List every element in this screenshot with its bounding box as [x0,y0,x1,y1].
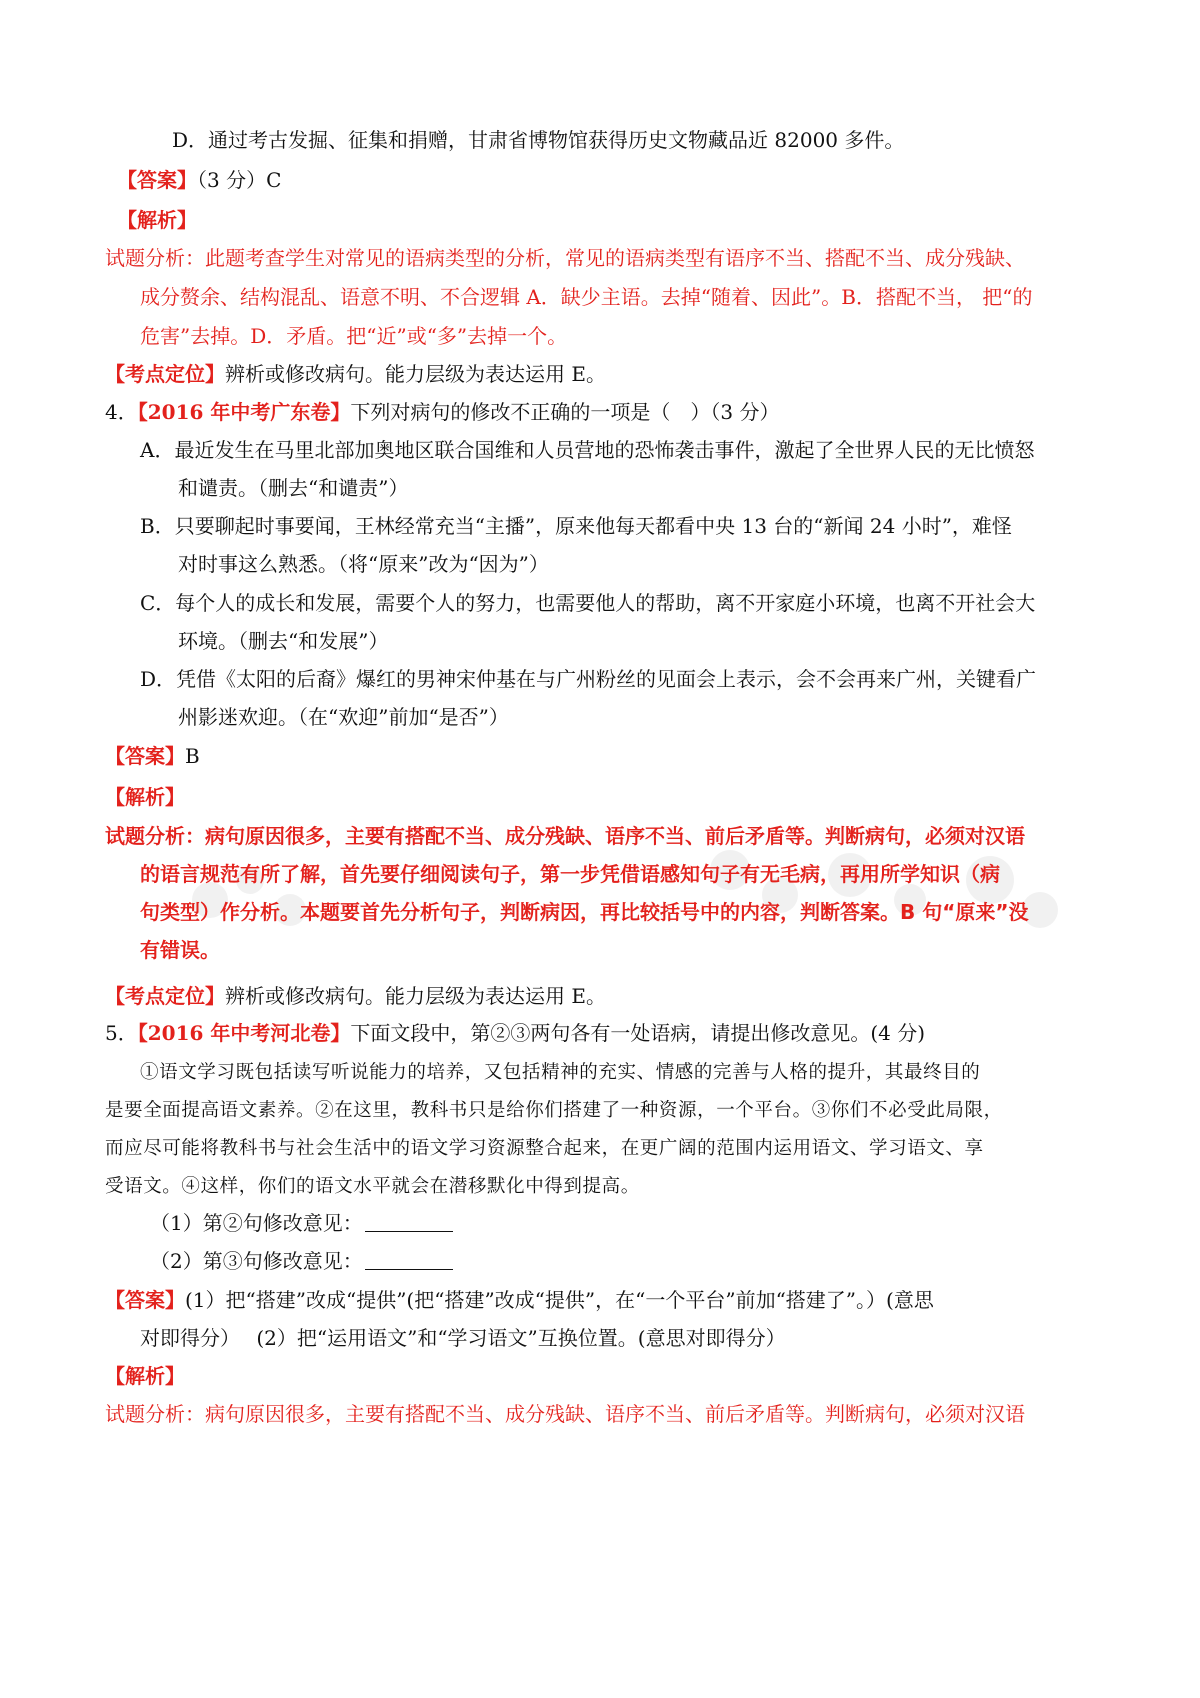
q4-answer [105,743,200,769]
q4-option-a-1 [140,437,1034,463]
q4-analysis-4-text-0: 有错误。 [140,938,220,962]
q5-sub-2 [150,1248,453,1274]
q5-answer-2 [140,1325,786,1351]
q4-option-d-1 [140,666,1036,692]
q4-analysis-label [105,784,185,810]
q4-option-c-1-text-0: C．每个人的成长和发展，需要个人的努力，也需要他人的帮助，离不开家庭小环境，也离不开社会大 [140,591,1036,615]
q5-answer-1-text-1: (1）把“搭建”改成“提供”(把“搭建”改成“提供”，在“一个平台”前加“搭建了”。）(意思 [185,1288,934,1312]
q4-option-b-2 [178,551,549,577]
q5-sub-1 [150,1210,453,1236]
q5-analysis-1-text-0: 试题分析：病句原因很多，主要有搭配不当、成分残缺、语序不当、前后矛盾等。判断病句，必须对汉语 [105,1402,1025,1426]
q4-option-c-1 [140,590,1035,616]
q5-passage-1-text-0: ①语文学习既包括读写听说能力的培养，又包括精神的充实、情感的完善与人格的提升，其最终目的 [140,1062,981,1083]
q4-option-b-1 [140,513,1012,539]
q3-analysis-label [117,207,197,233]
q5-passage-1 [140,1058,980,1086]
q5-answer-1-text-0: 【答案】 [105,1288,185,1312]
q5-analysis-1 [105,1401,1025,1427]
q4-option-d-2 [178,704,509,730]
q4-answer-text-1: B [185,744,200,768]
q5-stem-text-0: 5． [105,1021,138,1045]
q4-stem-text-0: 4． [105,400,138,424]
q4-option-c-2 [178,628,388,654]
q4-analysis-3 [140,899,1029,925]
answer-blank[interactable] [365,1251,453,1270]
q5-passage-3 [105,1134,984,1162]
q4-option-b-1-text-0: B．只要聊起时事要闻，王林经常充当“主播”，原来他每天都看中央 13 台的“新闻 24 小时”，难怪 [140,514,1012,538]
q3-answer [117,167,281,193]
q4-option-a-1-text-0: A．最近发生在马里北部加奥地区联合国维和人员营地的恐怖袭击事件，激起了全世界人民的无比愤怒 [140,438,1035,462]
q5-stem-text-1: 【2016 年中考河北卷】 [137,1021,351,1045]
q5-stem [105,1020,925,1046]
q4-analysis-2 [140,861,1000,887]
q4-option-d-2-text-0: 州影迷欢迎。（在“欢迎”前加“是否”） [178,705,509,729]
q4-analysis-label-text-0: 【解析】 [105,785,185,809]
q4-option-c-2-text-0: 环境。（删去“和发展”） [178,629,389,653]
q3-option-d [172,127,904,153]
q5-passage-2 [105,1096,1003,1124]
q3-point-text-1: 辨析或修改病句。能力层级为表达运用 E。 [225,362,606,386]
q4-point-text-1: 辨析或修改病句。能力层级为表达运用 E。 [225,984,606,1008]
q4-point [105,983,606,1009]
q5-passage-4-text-0: 受语文。④这样，你们的语文水平就会在潜移默化中得到提高。 [105,1176,640,1197]
q4-stem-text-2: 下列对病句的修改不正确的一项是（ ）（3 分） [350,400,780,424]
q4-stem [105,399,779,425]
q5-analysis-label [105,1363,185,1389]
q5-answer-2-text-0: 对即得分） (2）把“运用语文”和“学习语文”互换位置。(意思对即得分） [140,1326,786,1350]
q3-analysis-2 [140,284,1033,310]
answer-blank[interactable] [365,1213,453,1232]
q3-point-text-0: 【考点定位】 [105,362,225,386]
q3-analysis-1 [105,245,1025,271]
q3-analysis-label-text-0: 【解析】 [117,208,197,232]
q3-answer-text-1: （3 分）C [197,168,282,192]
q5-passage-4 [105,1172,640,1200]
q4-analysis-4 [140,937,220,963]
q4-option-a-2 [178,475,408,501]
q3-point [105,361,606,387]
q4-analysis-1-text-0: 试题分析：病句原因很多，主要有搭配不当、成分残缺、语序不当、前后矛盾等。判断病句，必须对汉语 [105,824,1025,848]
q3-answer-text-0: 【答案】 [117,168,197,192]
q4-option-b-2-text-0: 对时事这么熟悉。（将“原来”改为“因为”） [178,552,549,576]
q3-analysis-3 [140,323,567,349]
q4-stem-text-1: 【2016 年中考广东卷】 [137,400,351,424]
q4-option-d-1-text-0: D．凭借《太阳的后裔》爆红的男神宋仲基在与广州粉丝的见面会上表示，会不会再来广州，关键看广 [140,667,1037,691]
q5-sub-1-text-0: （1）第②句修改意见： [150,1211,363,1235]
q4-point-text-0: 【考点定位】 [105,984,225,1008]
q5-passage-3-text-0: 而应尽可能将教科书与社会生活中的语文学习资源整合起来，在更广阔的范围内运用语文、学习语文、享 [105,1138,984,1159]
q3-analysis-3-text-0: 危害”去掉。D．矛盾。把“近”或“多”去掉一个。 [140,324,568,348]
q5-passage-2-text-0: 是要全面提高语文素养。②在这里，教科书只是给你们搭建了一种资源，一个平台。③你们不必受此局限， [105,1100,1003,1121]
q3-analysis-2-text-0: 成分赘余、结构混乱、语意不明、不合逻辑 A．缺少主语。去掉“随着、因此”。B．搭配不当， 把“的 [140,285,1033,309]
q5-sub-2-text-0: （2）第③句修改意见： [150,1249,363,1273]
q4-analysis-3-text-0: 句类型）作分析。本题要首先分析句子，判断病因，再比较括号中的内容，判断答案。B 句“原来”没 [140,900,1029,924]
q4-analysis-2-text-0: 的语言规范有所了解，首先要仔细阅读句子，第一步凭借语感知句子有无毛病，再用所学知识（病 [140,862,1000,886]
q5-answer-1 [105,1287,934,1313]
q3-option-d-text-0: D．通过考古发掘、征集和捐赠，甘肃省博物馆获得历史文物藏品近 82000 多件。 [172,128,905,152]
q4-option-a-2-text-0: 和谴责。（删去“和谴责”） [178,476,409,500]
q4-analysis-1 [105,823,1025,849]
q5-stem-text-2: 下面文段中，第②③两句各有一处语病，请提出修改意见。(4 分) [350,1021,926,1045]
q4-answer-text-0: 【答案】 [105,744,185,768]
q5-analysis-label-text-0: 【解析】 [105,1364,185,1388]
q3-analysis-1-text-0: 试题分析：此题考查学生对常见的语病类型的分析，常见的语病类型有语序不当、搭配不当、成分残缺、 [105,246,1025,270]
